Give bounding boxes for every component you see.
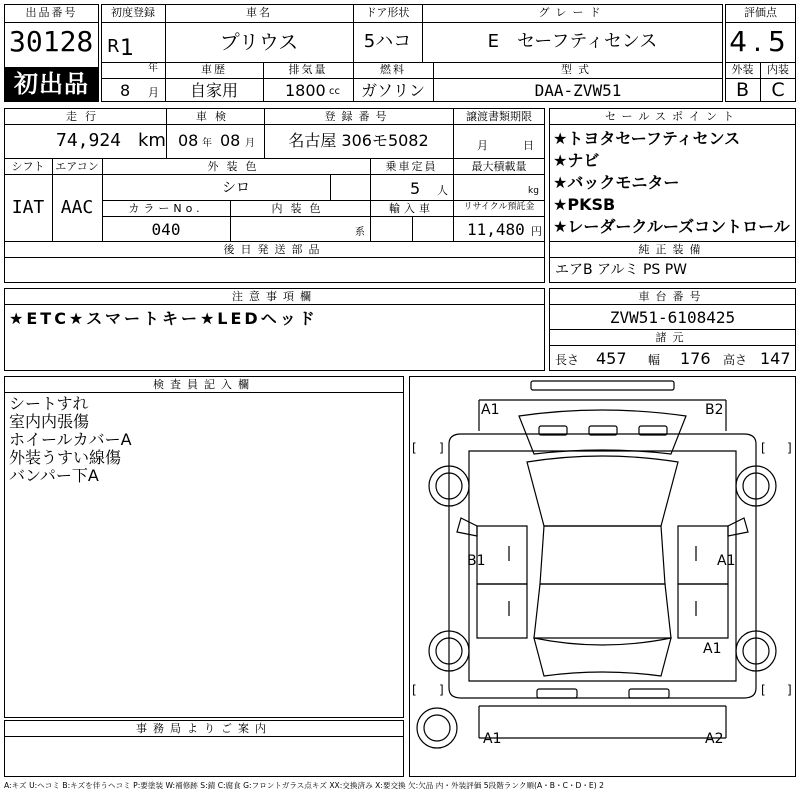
dims-label: 諸元 <box>655 331 690 344</box>
inspector-line: シートすれ <box>9 394 89 413</box>
transfer-day: 日 <box>523 139 534 152</box>
history: 自家用 <box>189 81 238 100</box>
color-label: 外装色 <box>207 160 265 173</box>
model-label: 型式 <box>561 63 595 76</box>
ac: AAC <box>60 197 94 218</box>
plate-label: 登録番号 <box>324 110 393 123</box>
reg-label: 初度登録 <box>111 6 155 19</box>
hgt-label: 高さ <box>723 353 748 367</box>
inspect-label: 車検 <box>196 110 234 123</box>
equipment-label: 純正装備 <box>638 243 707 256</box>
damage-mark: A1 <box>481 402 500 418</box>
inspect-month-unit: 月 <box>245 138 255 149</box>
first-listing-badge: 初出品 <box>5 67 98 101</box>
mileage-unit: km <box>138 130 166 151</box>
damage-mark: B1 <box>467 553 486 569</box>
colorno-label: カラーNo. <box>128 202 204 215</box>
era-label: R <box>107 36 120 57</box>
disp-unit: cc <box>329 86 340 97</box>
shift: IAT <box>11 197 45 218</box>
car-name: プリウス <box>219 30 299 54</box>
damage-mark: A1 <box>483 731 502 747</box>
recycle-label: リサイクル預託金 <box>463 202 535 212</box>
reg-year-unit: 年 <box>148 63 158 74</box>
name-label: 車名 <box>246 6 272 19</box>
reg-month-unit: 月 <box>148 86 159 99</box>
sales-item: ★トヨタセーフティセンス <box>553 129 741 148</box>
fuel: ガソリン <box>360 81 425 100</box>
transfer-month: 月 <box>477 139 488 152</box>
bracket: [ <box>412 683 417 697</box>
car-damage-diagram <box>409 376 796 777</box>
ext-grade: B <box>735 79 750 101</box>
grade-label: グレード <box>538 6 607 19</box>
length: 457 <box>596 349 627 368</box>
model: DAA-ZVW51 <box>534 81 622 100</box>
score: 4.5 <box>729 25 792 58</box>
intcolor-unit: 系 <box>355 227 365 238</box>
ext-label: 外装 <box>731 63 754 76</box>
bracket: [ <box>412 441 417 455</box>
inspect-year-unit: 年 <box>202 138 212 149</box>
wid-label: 幅 <box>648 353 661 367</box>
sales-item: ★レーダークルーズコントロール <box>553 217 790 236</box>
later-parts-label: 後日発送部品 <box>223 243 326 256</box>
inspector-line: 室内内張傷 <box>9 412 90 431</box>
shift-label: シフト <box>11 160 45 173</box>
import-label: 輸入車 <box>389 202 434 215</box>
damage-mark: A1 <box>717 553 736 569</box>
inspector-line: バンパー下A <box>9 466 99 485</box>
office-label: 事務局よりご案内 <box>136 722 272 735</box>
score-label: 評価点 <box>744 6 777 19</box>
lot-label: 出品番号 <box>25 6 78 19</box>
inspector-line: ホイールカバーA <box>9 430 132 449</box>
width: 176 <box>680 349 711 368</box>
recycle: 11,480 <box>467 220 525 239</box>
inspector-label: 検査員記入欄 <box>153 378 255 391</box>
bracket: ] <box>439 683 444 697</box>
grade: E セーフティセンス <box>487 31 658 52</box>
bracket: [ <box>761 683 766 697</box>
mileage: 74,924 <box>56 130 122 151</box>
plate: 名古屋 306モ5082 <box>288 131 429 150</box>
sales-item: ★PKSB <box>553 195 616 214</box>
colorno: 040 <box>151 220 181 239</box>
inspector-line: 外装うすい線傷 <box>9 448 122 467</box>
int-grade: C <box>771 79 785 101</box>
chassis: ZVW51-6108425 <box>609 308 736 327</box>
recycle-unit: 円 <box>531 225 542 238</box>
reg-month: 8 <box>120 81 131 100</box>
load-unit: kg <box>528 186 539 196</box>
disp-label: 排気量 <box>288 63 328 76</box>
damage-mark: A2 <box>705 731 724 747</box>
int-label: 内装 <box>767 63 789 76</box>
capacity: 5 <box>410 179 421 198</box>
bracket: ] <box>787 441 792 455</box>
mileage-label: 走行 <box>66 110 104 123</box>
door-label: ドア形状 <box>365 6 410 19</box>
sales-label: セールスポイント <box>604 110 740 123</box>
door-type: 5ハコ <box>363 31 412 52</box>
intcolor-label: 内装色 <box>271 202 329 215</box>
bracket: ] <box>787 683 792 697</box>
transfer-label: 譲渡書類期限 <box>466 110 532 123</box>
history-label: 車歴 <box>201 63 227 76</box>
legend: A:キズ U:ヘコミ B:キズを伴うヘコミ P:要塗装 W:補修跡 S:錆 C:腐食 G:フロントガラス点キズ XX:交換済み X:要交換 欠:欠品 内・外装評価 5段階ランク順(A・B・C・D・E) 2 <box>4 781 604 790</box>
cap-label: 乗車定員 <box>385 160 438 173</box>
sales-item: ★バックモニター <box>553 173 680 192</box>
damage-mark: A1 <box>703 641 722 657</box>
fuel-label: 燃料 <box>380 63 406 76</box>
cap-unit: 人 <box>437 184 448 197</box>
bracket: [ <box>761 441 766 455</box>
chassis-label: 車台番号 <box>638 290 707 303</box>
len-label: 長さ <box>555 353 580 367</box>
height: 147 <box>760 349 791 368</box>
load-label: 最大積載量 <box>471 160 527 173</box>
color: シロ <box>222 180 250 196</box>
inspect-year: 08 <box>178 131 199 150</box>
notes-label: 注意事項欄 <box>232 290 317 303</box>
damage-mark: B2 <box>705 402 724 418</box>
inspect-month: 08 <box>220 131 241 150</box>
notes: ★ETC★スマートキー★LEDヘッド <box>9 309 318 328</box>
bracket: ] <box>439 441 444 455</box>
reg-year: 1 <box>120 36 134 61</box>
displacement: 1800 <box>285 81 326 100</box>
lot-number: 30128 <box>9 25 94 58</box>
sales-item: ★ナビ <box>553 151 600 170</box>
equipment: エアB アルミ PS PW <box>555 262 688 278</box>
ac-label: エアコン <box>55 160 99 173</box>
